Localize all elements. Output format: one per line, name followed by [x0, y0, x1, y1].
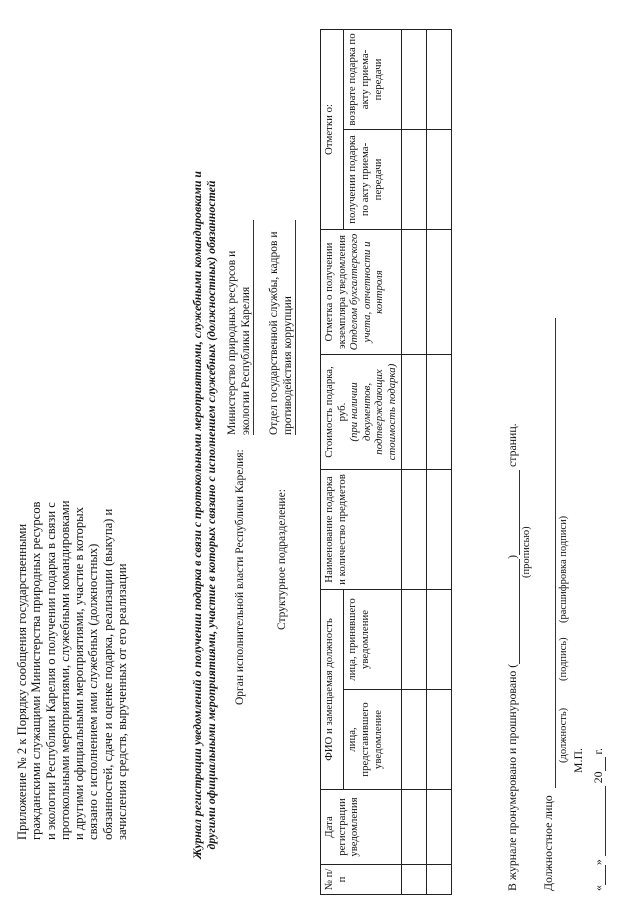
- appendix-line: и другими официальными мероприятиями, участие в которых: [72, 507, 87, 840]
- table-cell: [401, 354, 426, 469]
- table-row: [426, 29, 451, 894]
- table-cell: [426, 690, 451, 790]
- in-words-caption: (прописью): [521, 526, 532, 578]
- numbered-line: [505, 131, 535, 891]
- unit-label: Структурное подразделение:: [276, 489, 288, 630]
- table-cell: [426, 589, 451, 689]
- pages-count-field: [505, 470, 520, 555]
- header-num: № п/п: [321, 865, 402, 895]
- stamp-label: М.П.: [571, 748, 585, 773]
- org-label: Орган исполнительной власти Республики Карелия:: [234, 449, 246, 705]
- table-cell: [401, 790, 426, 865]
- org-value-line: Министерство природных ресурсов и: [226, 250, 238, 435]
- table-cell: [401, 865, 426, 895]
- journal-title: [190, 125, 218, 905]
- table-cell: [401, 469, 426, 589]
- header-date: Дата регистрации уведомления: [321, 790, 402, 865]
- header-copy-mark-note: Отделом бухгалтерского учета, отчетности и контроля: [348, 233, 386, 351]
- numbered-suffix: страниц.: [505, 423, 519, 467]
- pages-in-words-field: [505, 559, 520, 664]
- appendix-line: гражданскими служащими Министерства природных ресурсов: [29, 501, 44, 840]
- header-marks-received: получении подарка по акту приема-передачи: [344, 129, 401, 229]
- position-caption: (должность): [558, 707, 569, 763]
- date-month-field: [591, 786, 606, 856]
- official-label: Должностное лицо: [541, 795, 555, 891]
- appendix-note: [15, 335, 129, 840]
- table-cell: [401, 229, 426, 354]
- date-open-quote: «: [591, 885, 605, 891]
- org-value: [226, 220, 254, 435]
- header-marks-returned: возврате подарка по акту приема-передачи: [344, 29, 401, 129]
- header-gift-name: Наименование подарка и количество предметов: [321, 469, 402, 589]
- journal-table: [320, 29, 452, 895]
- header-fio-submitter: лица, представившего уведомление: [344, 690, 401, 790]
- official-field: [541, 318, 556, 788]
- org-value-line: экологии Республики Карелия: [239, 286, 252, 435]
- header-cost-note: (при наличии документов, подтверждающих стоимость подарка): [348, 363, 398, 461]
- journal-title-line: Журнал регистрации уведомлений о получении подарка в связи с протокольными мероприятиями, служебными командировками и: [190, 171, 204, 859]
- appendix-line: Приложение № 2 к Порядку сообщения государственными: [15, 523, 29, 840]
- table-cell: [401, 589, 426, 689]
- table-cell: [426, 469, 451, 589]
- numbered-prefix: В журнале пронумеровано и прошнуровано (: [505, 663, 519, 891]
- unit-value: [268, 220, 296, 435]
- header-cost: [321, 354, 402, 469]
- appendix-line: и экологии Республики Карелия о получении подарка в связи с: [43, 502, 58, 840]
- table-cell: [426, 29, 451, 129]
- table-cell: [426, 229, 451, 354]
- appendix-line: зачисления средств, вырученных от его реализации: [115, 563, 130, 840]
- numbered-mid: ): [505, 554, 519, 559]
- table-cell: [401, 690, 426, 790]
- table-cell: [426, 790, 451, 865]
- header-cost-label: Стоимость подарка, руб.: [323, 366, 348, 458]
- unit-value-line: противодействия коррупции: [281, 296, 294, 435]
- year-suffix: г.: [591, 748, 605, 755]
- header-fio-receiver: лица, принявшего уведомление: [344, 589, 401, 689]
- table-cell: [426, 354, 451, 469]
- date-line: [591, 131, 606, 891]
- header-copy-mark: [321, 229, 402, 354]
- table-cell: [426, 865, 451, 895]
- appendix-line: обязанностей, сдаче и оценке подарка, реализации (выкупа) и: [100, 508, 115, 840]
- journal-footer: [505, 131, 606, 891]
- header-fio-group: ФИО и замещаемая должность: [321, 589, 344, 789]
- header-copy-mark-label: Отметка о получении экземпляра уведомления: [323, 235, 348, 349]
- official-line: [541, 131, 585, 891]
- unit-value-line: Отдел государственной службы, кадров и: [268, 231, 280, 435]
- table-cell: [401, 29, 426, 129]
- table-row: [401, 29, 426, 894]
- year-prefix: 20: [591, 771, 605, 784]
- table-cell: [401, 129, 426, 229]
- date-year-field: [591, 757, 606, 771]
- appendix-line: связано с исполнением ими служебных (должностных): [86, 543, 101, 840]
- decode-caption: (расшифровка подписи): [558, 515, 569, 623]
- table-cell: [426, 129, 451, 229]
- signature-caption: (подпись): [558, 637, 569, 681]
- appendix-line: протокольными мероприятиями, служебными командировками: [57, 500, 72, 840]
- journal-title-line: другими официальными мероприятиями, участие в которых связано с исполнением служебных (должностных) обязанностей: [204, 180, 218, 850]
- date-close-quote: »: [591, 859, 605, 866]
- header-marks-group: Отметки о:: [321, 29, 344, 229]
- date-day-field: [591, 865, 606, 885]
